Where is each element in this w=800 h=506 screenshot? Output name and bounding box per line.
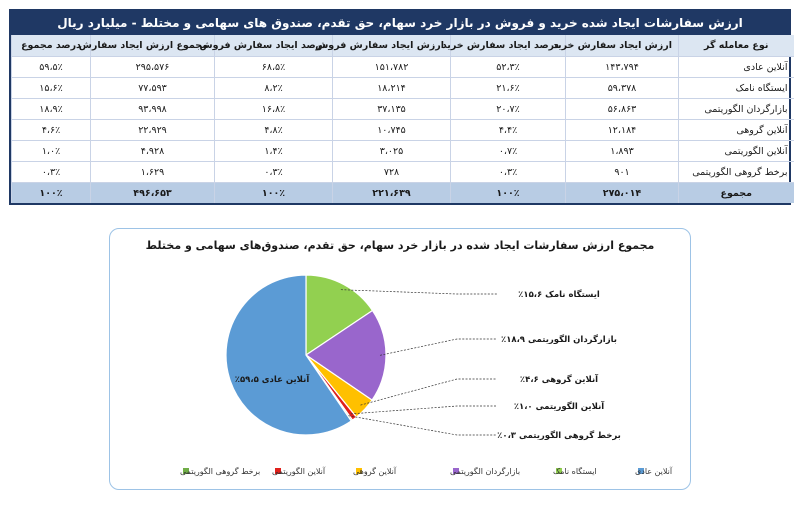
- table-cell: ۱،۴٪: [215, 141, 333, 162]
- table-cell: آنلاین گروهی: [679, 120, 794, 141]
- table-cell: ایستگاه نامک: [679, 78, 794, 99]
- header-cell: درصد ایجاد سفارش فروش: [215, 35, 333, 57]
- table-cell: ۱۰۰٪: [451, 183, 566, 204]
- table-row: [12, 162, 794, 183]
- header-cell: درصد ایجاد سفارش خرید: [451, 35, 566, 57]
- legend-item: [450, 466, 520, 476]
- table-cell: آنلاین الگوریتمی: [679, 141, 794, 162]
- table-row: [12, 78, 794, 99]
- table-cell: مجموع: [679, 183, 794, 204]
- slice-label: بازارگردان الگوریتمی ۱۸،۹٪: [501, 335, 617, 345]
- table-cell: ۶۸،۵٪: [215, 57, 333, 78]
- table-cell: ۱۲،۱۸۴: [566, 120, 679, 141]
- table-cell: ۱۰۰٪: [12, 183, 91, 204]
- table-cell: ۵۹،۵٪: [12, 57, 91, 78]
- legend-item: [635, 466, 673, 476]
- chart-title: مجموع ارزش سفارشات ایجاد شده در بازار خرد سهام، حق تقدم، صندوق‌های سهامی و مختلط: [145, 239, 655, 252]
- pie-chart: [110, 229, 692, 491]
- table-cell: ۱۴۳،۷۹۴: [566, 57, 679, 78]
- leader-line: [351, 406, 497, 414]
- leader-line: [348, 416, 497, 435]
- legend-item: [553, 466, 597, 476]
- table-row: [12, 57, 794, 78]
- legend-label: بازارگردان الگوریتمی: [450, 467, 521, 476]
- table-row: [12, 120, 794, 141]
- table-header-row: [12, 35, 794, 57]
- leader-line: [380, 339, 497, 355]
- table-cell: ۰،۳٪: [451, 162, 566, 183]
- table-cell: ۲۷۵،۰۱۴: [566, 183, 679, 204]
- table-cell: ۱۵۱،۷۸۲: [333, 57, 451, 78]
- table-cell: ۰،۳٪: [12, 162, 91, 183]
- leader-line: [341, 290, 497, 294]
- slice-label: آنلاین گروهی ۴،۶٪: [519, 375, 599, 385]
- table-cell: ۲۲۱،۶۳۹: [333, 183, 451, 204]
- data-table: [9, 9, 791, 205]
- table-cell: ۸،۲٪: [215, 78, 333, 99]
- orders-table: [11, 35, 794, 203]
- table-cell: ۴،۶٪: [12, 120, 91, 141]
- table-cell: آنلاین عادی: [679, 57, 794, 78]
- table-cell: ۱۶،۸٪: [215, 99, 333, 120]
- legend-item: [353, 466, 397, 476]
- table-cell: ۰،۷٪: [451, 141, 566, 162]
- table-cell: ۱،۸۹۳: [566, 141, 679, 162]
- slice-label: آنلاین الگوریتمی ۱،۰٪: [513, 402, 605, 412]
- table-row: [12, 141, 794, 162]
- table-cell: ۱۸،۲۱۴: [333, 78, 451, 99]
- header-cell: ارزش ایجاد سفارش فروش: [333, 35, 451, 57]
- table-cell: ۷۷،۵۹۳: [91, 78, 215, 99]
- table-cell: ۱،۶۲۹: [91, 162, 215, 183]
- table-cell: ۴،۴٪: [451, 120, 566, 141]
- table-cell: ۹۰۱: [566, 162, 679, 183]
- table-cell: ۹۳،۹۹۸: [91, 99, 215, 120]
- table-cell: ۱۰،۷۴۵: [333, 120, 451, 141]
- table-cell: ۱۰۰٪: [215, 183, 333, 204]
- table-row: [12, 99, 794, 120]
- table-cell: ۱۸،۹٪: [12, 99, 91, 120]
- table-cell: ۱،۰٪: [12, 141, 91, 162]
- table-cell: ۵۹،۳۷۸: [566, 78, 679, 99]
- table-cell: بازارگردان الگوریتمی: [679, 99, 794, 120]
- legend-label: آنلاین گروهی: [353, 467, 397, 476]
- table-cell: ۲۹۵،۵۷۶: [91, 57, 215, 78]
- table-title: ارزش سفارشات ایجاد شده خرید و فروش در بازار خرد سهام، حق تقدم، صندوق های سهامی و مختلط - میلیارد ریال: [11, 11, 789, 35]
- table-cell: برخط گروهی الگوریتمی: [679, 162, 794, 183]
- table-cell: ۴۹۶،۶۵۳: [91, 183, 215, 204]
- slice-label: آنلاین عادی ۵۹،۵٪: [234, 375, 310, 385]
- pie-chart-panel: [109, 228, 691, 490]
- slice-label: ایستگاه نامک ۱۵،۶٪: [518, 290, 600, 300]
- table-cell: ۲۰،۷٪: [451, 99, 566, 120]
- table-cell: ۲۲،۹۲۹: [91, 120, 215, 141]
- header-cell: ارزش ایجاد سفارش خرید: [566, 35, 679, 57]
- slice-label: برخط گروهی الگوریتمی ۰،۳٪: [497, 431, 621, 441]
- legend-label: آنلاین الگوریتمی: [272, 467, 326, 476]
- table-cell: ۰،۳٪: [215, 162, 333, 183]
- legend-label: آنلاین عادی: [635, 467, 673, 476]
- header-cell: درصد مجموع: [12, 35, 91, 57]
- header-cell: نوع معامله گر: [679, 35, 794, 57]
- table-cell: ۲۱،۶٪: [451, 78, 566, 99]
- table-cell: ۴،۸٪: [215, 120, 333, 141]
- legend-label: ایستگاه نامک: [553, 467, 597, 476]
- table-cell: ۵۶،۸۶۳: [566, 99, 679, 120]
- table-cell: ۵۲،۳٪: [451, 57, 566, 78]
- table-cell: ۱۵،۶٪: [12, 78, 91, 99]
- table-cell: ۴،۹۲۸: [91, 141, 215, 162]
- header-cell: مجموع ارزش ایجاد سفارش: [91, 35, 215, 57]
- table-total-row: [12, 183, 794, 204]
- legend-label: برخط گروهی الگوریتمی: [180, 467, 261, 476]
- legend-item: [272, 466, 326, 476]
- table-cell: ۷۲۸: [333, 162, 451, 183]
- legend-item: [180, 466, 260, 476]
- table-cell: ۳،۰۲۵: [333, 141, 451, 162]
- table-cell: ۳۷،۱۳۵: [333, 99, 451, 120]
